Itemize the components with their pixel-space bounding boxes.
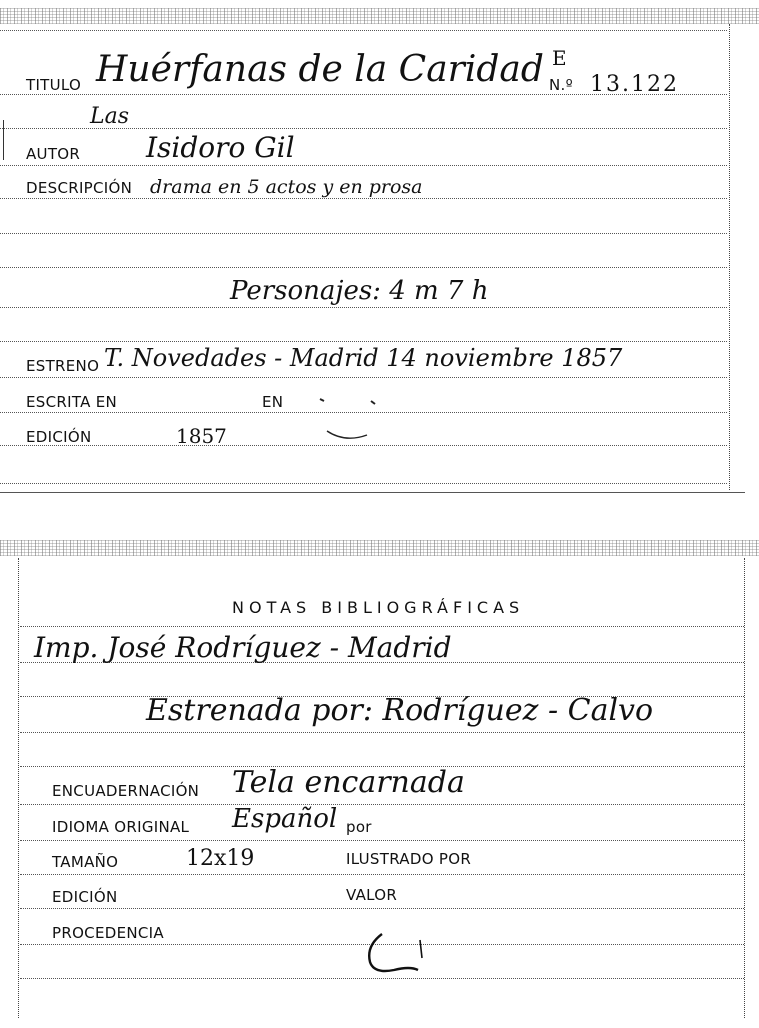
numero-prefix: E <box>552 46 567 70</box>
en-label: EN <box>262 393 284 411</box>
ink-smudge <box>315 395 395 445</box>
rule-line <box>0 30 727 31</box>
autor-label: AUTOR <box>26 145 81 163</box>
valor-label: VALOR <box>346 886 398 904</box>
rule-line <box>0 233 727 234</box>
rule-line <box>20 804 744 805</box>
personajes-note: Personajes: 4 m 7 h <box>230 276 489 306</box>
tamano-value: 12x19 <box>186 846 255 871</box>
card-right-border <box>729 24 731 490</box>
encuadernacion-value: Tela encarnada <box>232 765 465 800</box>
card-top-edge-noise <box>0 8 759 24</box>
autor-value: Isidoro Gil <box>146 131 295 164</box>
card-left-mark <box>3 120 5 160</box>
idioma-label: IDIOMA ORIGINAL <box>52 818 190 836</box>
rule-line <box>0 483 727 484</box>
por-label: por <box>346 818 372 836</box>
idioma-value: Español <box>232 804 338 834</box>
rule-line <box>0 198 727 199</box>
rule-line <box>20 874 744 875</box>
catalog-card-main <box>0 0 759 495</box>
rule-line <box>0 377 727 378</box>
card-left-border <box>18 558 20 1018</box>
titulo-label: TITULO <box>26 76 82 94</box>
titulo-article: Las <box>90 104 130 129</box>
titulo-value: Huérfanas de la Caridad <box>96 49 544 90</box>
card-bottom-edge <box>0 492 745 493</box>
estreno-label: ESTRENO <box>26 357 100 375</box>
rule-line <box>20 840 744 841</box>
rule-line <box>0 341 727 342</box>
descripcion-label: DESCRIPCIÓN <box>26 179 133 197</box>
encuadernacion-label: ENCUADERNACIÓN <box>52 782 200 800</box>
note-line-2: Estrenada por: Rodríguez - Calvo <box>146 693 654 728</box>
catalog-card-notes <box>0 540 759 1028</box>
estreno-value: T. Novedades - Madrid 14 noviembre 1857 <box>104 344 623 372</box>
rule-line <box>0 267 727 268</box>
card-right-border <box>744 558 746 1018</box>
edicion-value: 1857 <box>176 424 227 448</box>
rule-line <box>20 732 744 733</box>
numero-label: N.º <box>549 76 573 94</box>
descripcion-value: drama en 5 actos y en prosa <box>150 176 423 198</box>
edicion-label: EDICIÓN <box>26 428 92 446</box>
rule-line <box>20 626 744 627</box>
notas-heading: NOTAS BIBLIOGRÁFICAS <box>232 598 525 617</box>
escrita-en-label: ESCRITA EN <box>26 393 118 411</box>
ink-mark <box>360 928 440 988</box>
rule-line <box>0 165 727 166</box>
numero-value: 13.122 <box>590 72 679 97</box>
note-line-1: Imp. José Rodríguez - Madrid <box>34 631 452 664</box>
rule-line <box>20 908 744 909</box>
tamano-label: TAMAÑO <box>52 853 119 871</box>
rule-line <box>0 307 727 308</box>
rule-line <box>0 445 727 446</box>
ilustrado-label: ILUSTRADO POR <box>346 850 472 868</box>
card-top-edge-noise <box>0 540 759 556</box>
edicion-label: EDICIÓN <box>52 888 118 906</box>
procedencia-label: PROCEDENCIA <box>52 924 164 942</box>
